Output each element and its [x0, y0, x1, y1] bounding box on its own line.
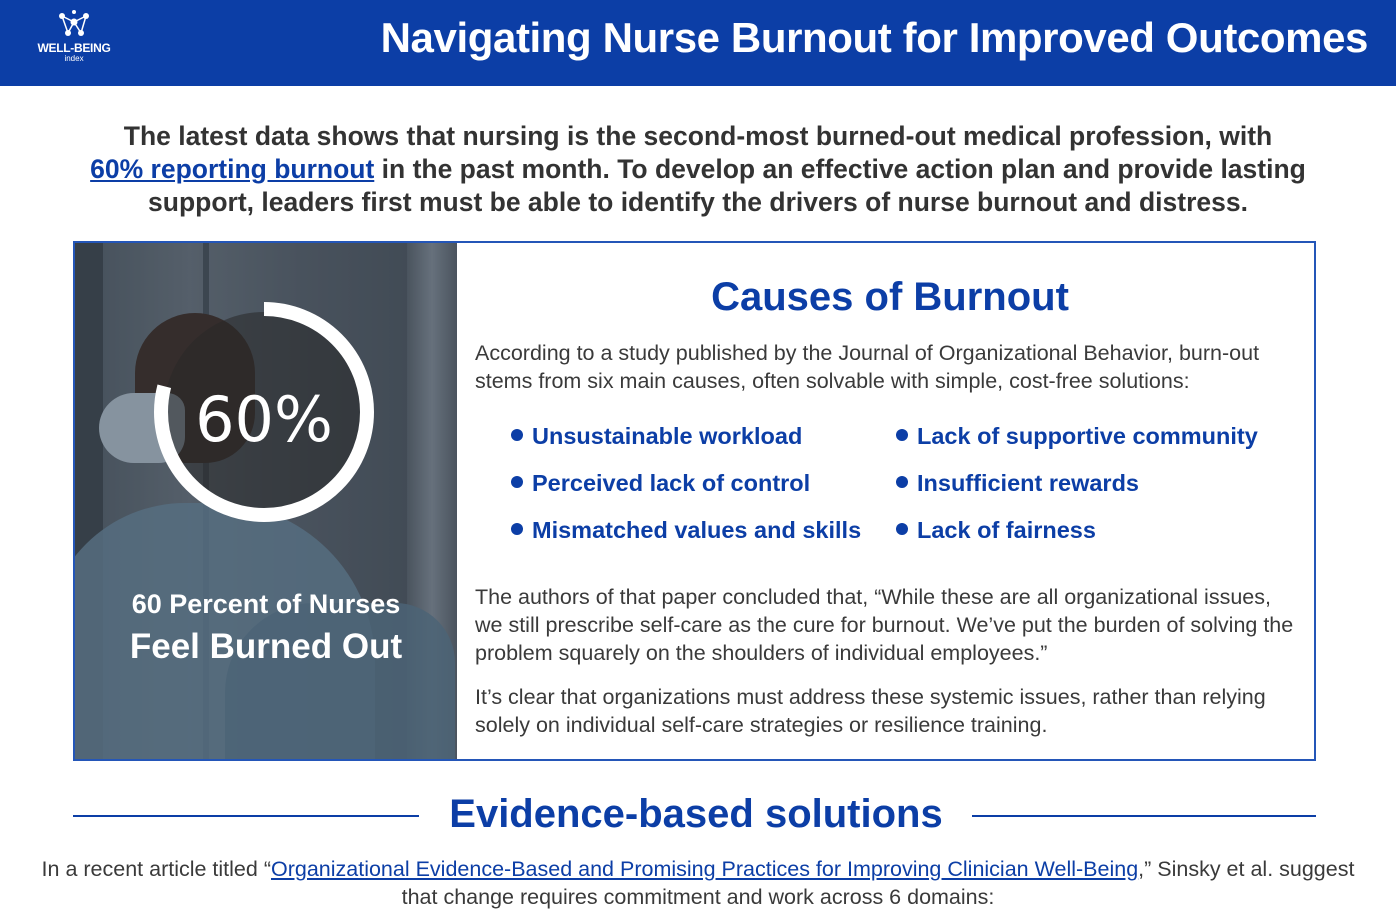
- article-link[interactable]: Organizational Evidence-Based and Promising Practices for Improving Clinician Well-Being: [270, 857, 1139, 881]
- bullet-dot-icon: [511, 523, 523, 535]
- page-title: Navigating Nurse Burnout for Improved Outcomes: [380, 14, 1368, 61]
- section-divider-right: [972, 815, 1316, 817]
- header-banner: [0, 0, 1396, 86]
- logo-name: WELL-BEING: [37, 41, 111, 55]
- solutions-intro: [40, 855, 1356, 911]
- cause-item: Mismatched values and skills: [511, 517, 861, 544]
- intro-paragraph: [60, 120, 1336, 219]
- well-being-index-logo[interactable]: [26, 8, 122, 70]
- stat-caption-line2: Feel Burned Out: [129, 627, 403, 666]
- solutions-text-after: ,” Sinsky et al. suggest that change requires commitment and work across 6 domains:: [401, 857, 1355, 909]
- percent-value: 60%: [195, 383, 333, 456]
- network-logo-icon: [54, 8, 94, 40]
- conclusion-text: It’s clear that organizations must address these systemic issues, rather than relying solely on individual self-care strategies or resilience training.: [475, 685, 1266, 737]
- cause-item: Unsustainable workload: [511, 423, 802, 450]
- causes-content: [475, 243, 1305, 759]
- causes-title: Causes of Burnout: [711, 275, 1069, 319]
- bullet-dot-icon: [511, 429, 523, 441]
- logo-subtitle: index: [64, 54, 84, 63]
- intro-text-before: The latest data shows that nursing is the second-most burned-out medical profession, with: [123, 121, 1273, 151]
- cause-item: Lack of supportive community: [896, 423, 1258, 450]
- bullet-dot-icon: [896, 476, 908, 488]
- intro-text-after: in the past month. To develop an effective action plan and provide lasting support, leaders first must be able to identify the drivers of nurse burnout and distress.: [148, 154, 1306, 217]
- bullet-dot-icon: [511, 476, 523, 488]
- bullet-dot-icon: [896, 429, 908, 441]
- causes-card: [73, 241, 1316, 761]
- section-divider-left: [73, 815, 419, 817]
- authors-quote: The authors of that paper concluded that, “While these are all organizational issues, we still prescribe self-care as the cure for burnout. We’ve put the burden of solving the problem squarely on the shoulders of individual employees.”: [475, 585, 1294, 665]
- causes-intro: According to a study published by the Journal of Organizational Behavior, burn-out stems from six main causes, often solvable with simple, cost-free solutions:: [475, 341, 1260, 393]
- nurse-photo: [75, 243, 457, 759]
- burnout-stat-link[interactable]: 60% reporting burnout: [90, 154, 375, 184]
- bullet-dot-icon: [896, 523, 908, 535]
- cause-item: Lack of fairness: [896, 517, 1096, 544]
- solutions-title: Evidence-based solutions: [449, 792, 943, 836]
- solutions-text-before: In a recent article titled “: [41, 857, 271, 881]
- stat-caption-line1: 60 Percent of Nurses: [131, 589, 401, 619]
- cause-item: Insufficient rewards: [896, 470, 1139, 497]
- cause-item: Perceived lack of control: [511, 470, 810, 497]
